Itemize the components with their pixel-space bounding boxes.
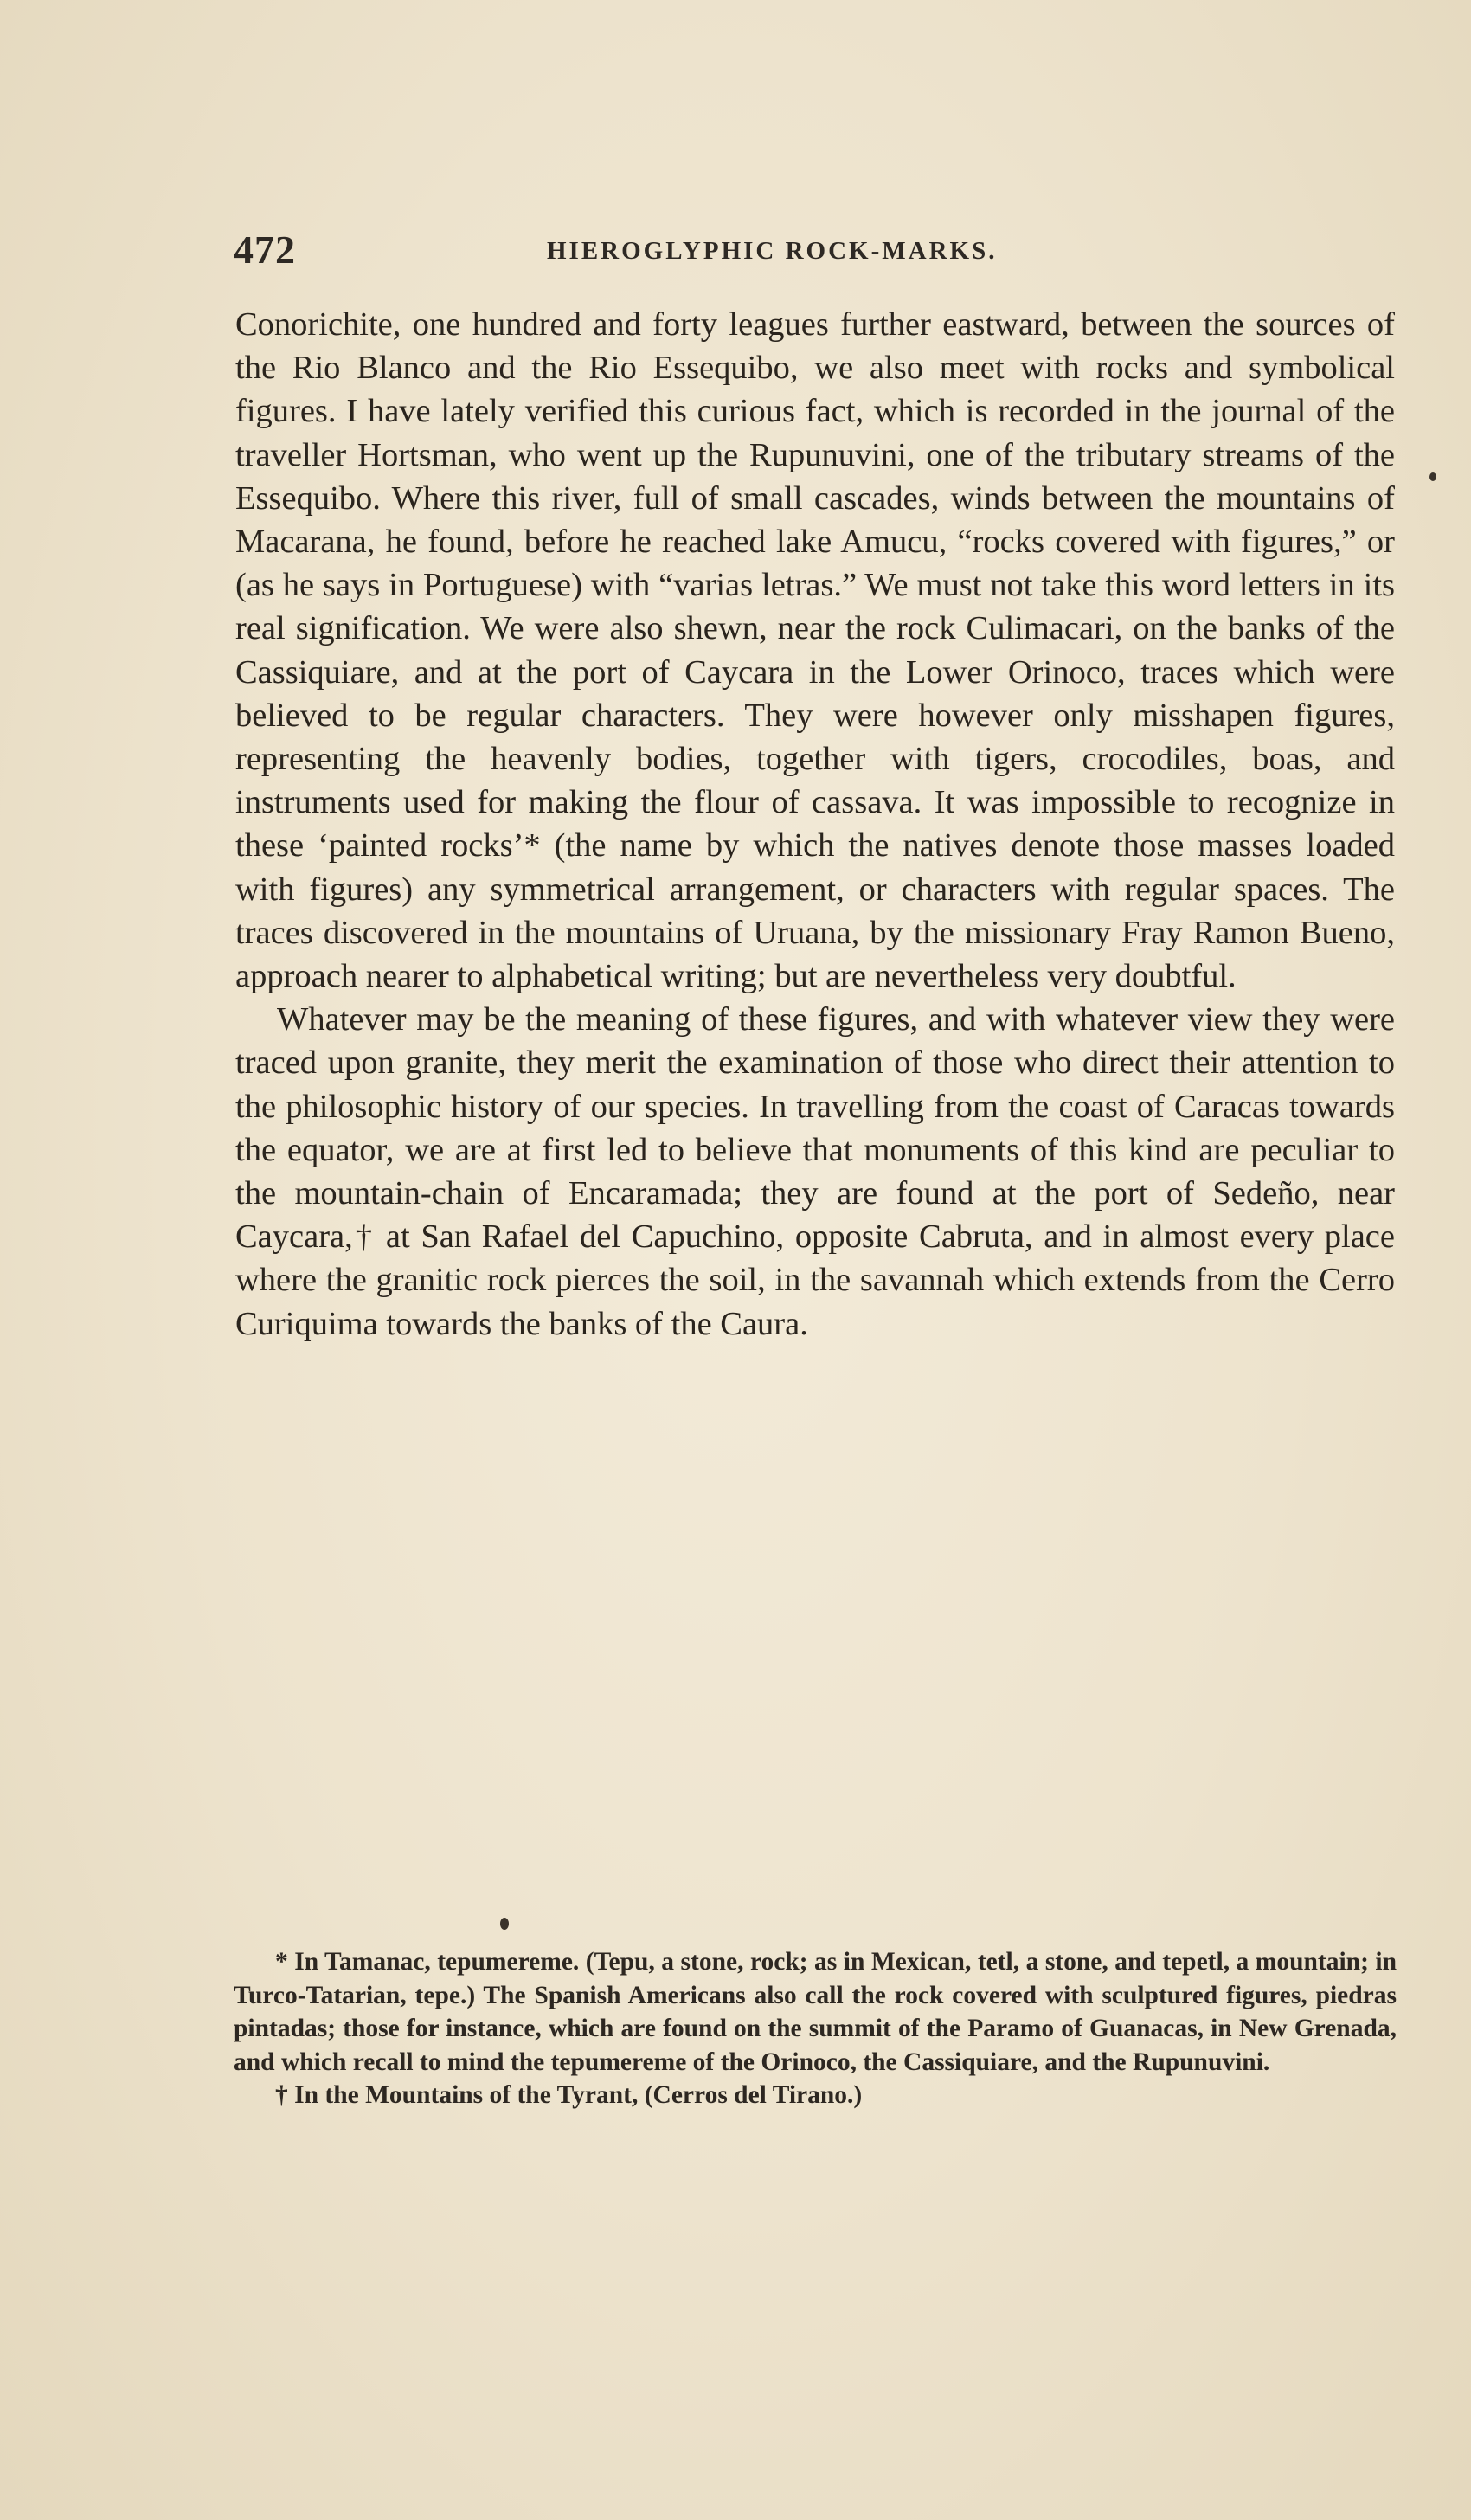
print-speck bbox=[500, 1918, 509, 1930]
print-speck bbox=[1429, 472, 1436, 481]
footnote: † In the Mountains of the Tyrant, (Cerros del Tirano.) bbox=[275, 2081, 863, 2110]
footnotes bbox=[234, 1945, 1397, 2112]
body-text bbox=[235, 303, 1395, 1346]
body-paragraph: Whatever may be the meaning of these figures, and with whatever view they were traced upon granite, they merit the examination of those who direct their attention to the philosophic history of our species. In travelling from the coast of Caracas towards the equator, we are at first led to believe that monuments of this kind are peculiar to the mountain-chain of Encaramada; they are found at the port of Sedeño, near Caycara,† at San Rafael del Capuchino, opposite Cabruta, and in almost every place where the granitic rock pierces the soil, in the savannah which extends from the Cerro Curiquima towards the banks of the Caura. bbox=[235, 1001, 1395, 1342]
page-header bbox=[234, 227, 1410, 279]
running-head: HIEROGLYPHIC ROCK-MARKS. bbox=[547, 237, 998, 265]
body-paragraph: Conorichite, one hundred and forty leagues further eastward, between the sources of the Rio Blanco and the Rio Essequibo, we also meet with rocks and symbolical figures. I have lately verified this curious fact, which is recorded in the journal of the traveller Hortsman, who went up the Rupunuvini, one of the tributary streams of the Essequibo. Where this river, full of small cascades, winds between the mountains of Macarana, he found, before he reached lake Amucu, “rocks covered with figures,” or (as he says in Portuguese) with “varias letras.” We must not take this word letters in its real signification. We were also shewn, near the rock Culimacari, on the banks of the Cassiquiare, and at the port of Caycara in the Lower Orinoco, traces which were believed to be regular characters. They were however only misshapen figures, representing the heavenly bodies, together with tigers, crocodiles, boas, and instruments used for making the flour of cassava. It was impossible to recognize in these ‘painted rocks’* (the name by which the natives denote those masses loaded with figures) any symmetrical arrangement, or characters with regular spaces. The traces discovered in the mountains of Uruana, by the missionary Fray Ramon Bueno, approach nearer to alphabetical writing; but are nevertheless very doubtful. bbox=[235, 306, 1395, 995]
footnote: * In Tamanac, tepumereme. (Tepu, a stone, rock; as in Mexican, tetl, a stone, and tepetl, a mountain; in Turco-Tatarian, tepe.) The Spanish Americans also call the rock covered with sculptured figures, piedras pintadas; those for instance, which are found on the summit of the Paramo of Guanacas, in New Grenada, and which recall to mind the tepumereme of the Orinoco, the Cassiquiare, and the Rupunuvini. bbox=[234, 1948, 1397, 2076]
page-number: 472 bbox=[234, 228, 296, 272]
